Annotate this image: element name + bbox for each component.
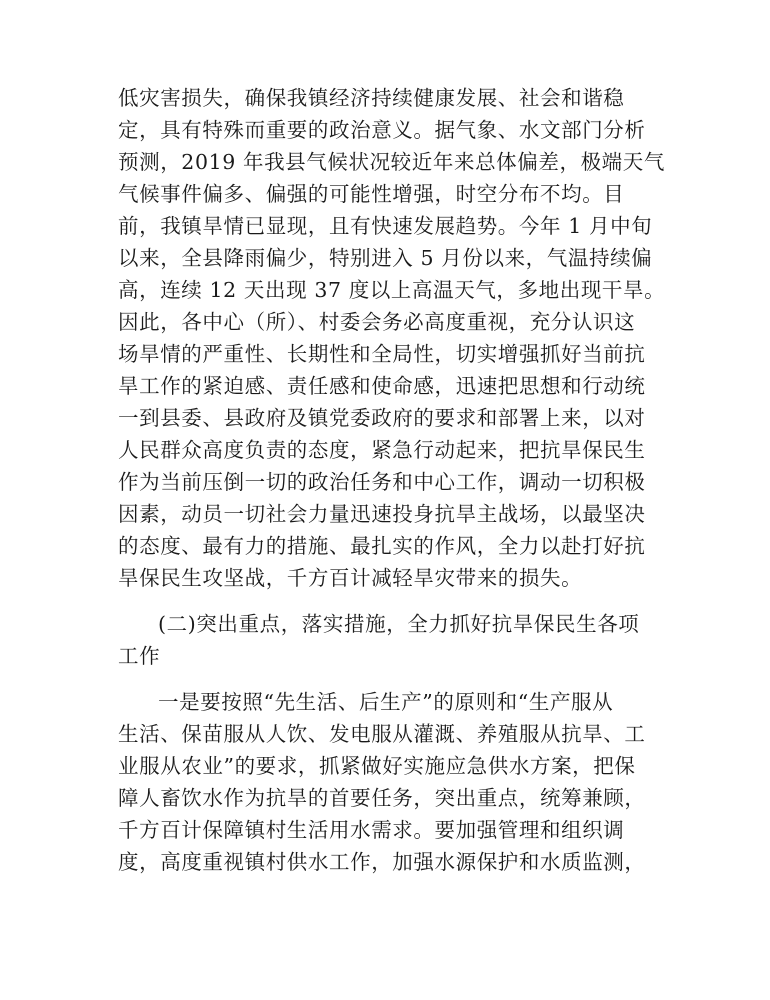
text-line: 业服从农业”的要求，抓紧做好实施应急供水方案，把保 [118,754,636,778]
section-heading: (二)突出重点，落实措施，全力抓好抗旱保民生各项 [158,612,640,636]
text-line: 因此，各中心（所）、村委会务必高度重视，充分认识这 [118,310,636,334]
text-line: 障人畜饮水作为抗旱的首要任务，突出重点，统筹兼顾， [118,786,646,810]
text-line: 旱保民生攻坚战，千方百计减轻旱灾带来的损失。 [118,566,583,590]
text-line: 定，具有特殊而重要的政治意义。据气象、水文部门分析 [118,118,646,142]
text-line: 前，我镇旱情已显现，且有快速发展趋势。今年 1 月中旬 [118,214,653,238]
text-line: 人民群众高度负责的态度，紧急行动起来，把抗旱保民生 [118,438,646,462]
text-line: 以来，全县降雨偏少，特别进入 5 月份以来，气温持续偏 [118,246,653,270]
text-line: 的态度、最有力的措施、最扎实的作风，全力以赴打好抗 [118,534,646,558]
text-line: 气候事件偏多、偏强的可能性增强，时空分布不均。目 [118,182,625,206]
text-line: 预测，2019 年我县气候状况较近年来总体偏差，极端天气 [118,150,665,174]
text-line: 千方百计保障镇村生活用水需求。要加强管理和组织调 [118,818,625,842]
text-line: 场旱情的严重性、长期性和全局性，切实增强抓好当前抗 [118,342,646,366]
paragraph-first-line: 一是要按照“先生活、后生产”的原则和“生产服从 [158,690,614,714]
text-line: 因素，动员一切社会力量迅速投身抗旱主战场，以最坚决 [118,502,646,526]
text-line: 低灾害损失，确保我镇经济持续健康发展、社会和谐稳 [118,86,625,110]
text-line: 生活、保苗服从人饮、发电服从灌溉、养殖服从抗旱、工 [118,722,646,746]
text-line: 一到县委、县政府及镇党委政府的要求和部署上来，以对 [118,406,646,430]
text-line: 度，高度重视镇村供水工作，加强水源保护和水质监测， [118,850,646,874]
text-line: 高，连续 12 天出现 37 度以上高温天气，多地出现干旱。 [118,278,666,302]
text-line: 作为当前压倒一切的政治任务和中心工作，调动一切积极 [118,470,646,494]
text-line: 旱工作的紧迫感、责任感和使命感，迅速把思想和行动统 [118,374,646,398]
section-heading-continued: 工作 [118,644,161,668]
